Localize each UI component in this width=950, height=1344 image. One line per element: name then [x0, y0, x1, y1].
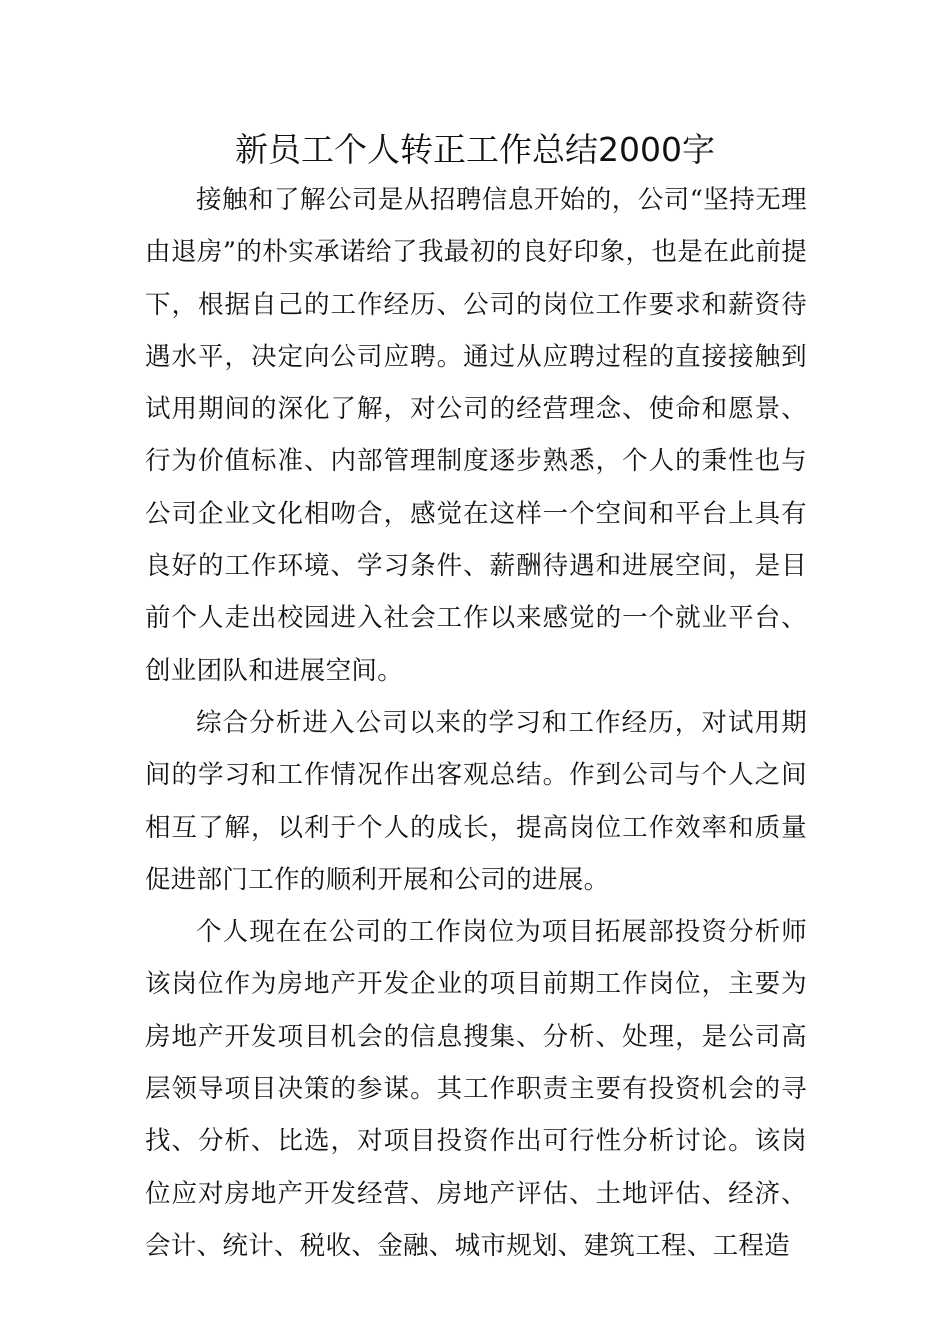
paragraph-2: 综合分析进入公司以来的学习和工作经历，对试用期间的学习和工作情况作出客观总结。作到公司与个人之间相互了解，以利于个人的成长，提高岗位工作效率和质量促进部门工作的顺利开展和公司的进展。	[145, 707, 807, 895]
document-body	[145, 174, 807, 1272]
paragraph-1: 接触和了解公司是从招聘信息开始的，公司“坚持无理由退房”的朴实承诺给了我最初的良好印象，也是在此前提下，根据自己的工作经历、公司的岗位工作要求和薪资待遇水平，决定向公司应聘。通过从应聘过程的直接接触到试用期间的深化了解，对公司的经营理念、使命和愿景、行为价值标准、内部管理制度逐步熟悉，个人的秉性也与公司企业文化相吻合，感觉在这样一个空间和平台上具有良好的工作环境、学习条件、薪酬待遇和进展空间，是目前个人走出校园进入社会工作以来感觉的一个就业平台、创业团队和进展空间。	[145, 185, 807, 686]
document-title: 新员工个人转正工作总结2000字	[235, 130, 715, 169]
paragraph-3: 个人现在在公司的工作岗位为项目拓展部投资分析师该岗位作为房地产开发企业的项目前期工作岗位，主要为房地产开发项目机会的信息搜集、分析、处理，是公司高层领导项目决策的参谋。其工作职责主要有投资机会的寻找、分析、比选，对项目投资作出可行性分析讨论。该岗位应对房地产开发经营、房地产评估、土地评估、经济、会计、统计、税收、金融、城市规划、建筑工程、工程造	[145, 917, 807, 1261]
